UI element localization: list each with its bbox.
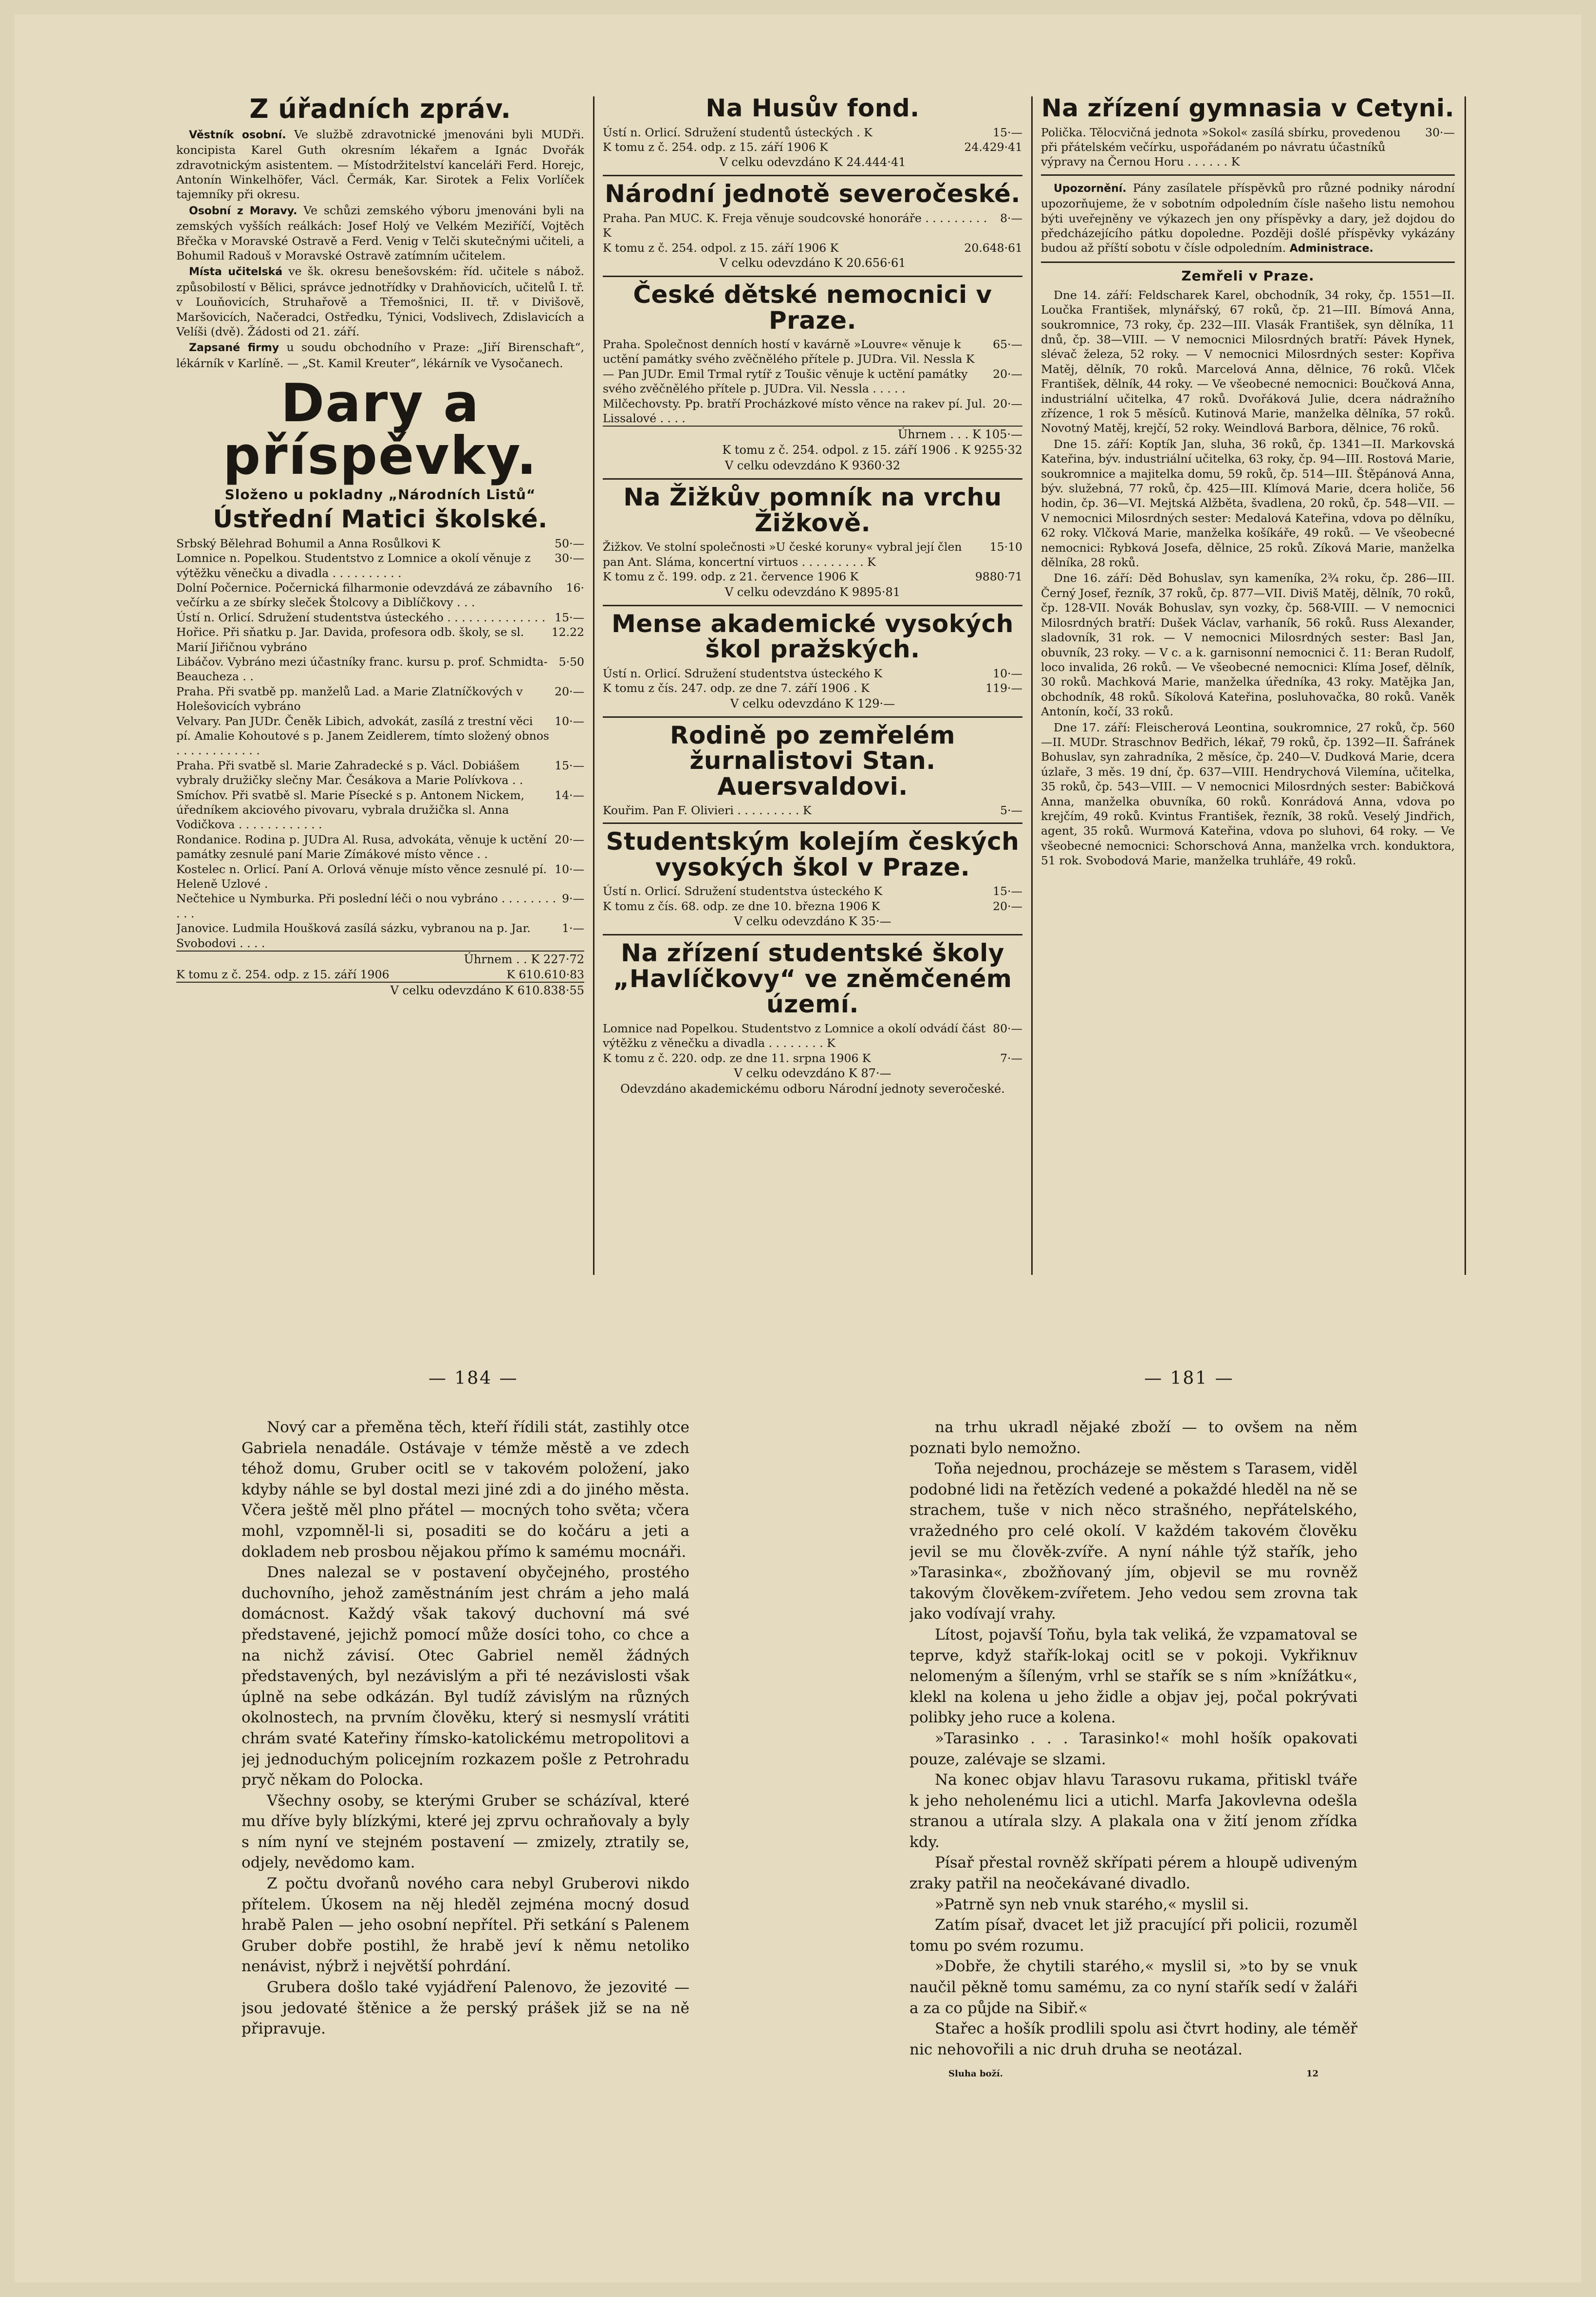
donation-text: K tomu z č. 254. odp. z 15. září 1906 K — [603, 140, 828, 154]
donation-list — [603, 666, 1022, 696]
donation-text: K tomu z čís. 68. odp. ze dne 10. března 1906 K — [603, 899, 880, 913]
donation-list — [603, 211, 1022, 255]
donation-amount: 30·— — [1425, 125, 1455, 139]
story-paragraph: Grubera došlo také vyjádření Palenovo, že jezovité — jsou jedovaté štěnice a že perský prášek již se na ně připravuje. — [241, 1979, 689, 2038]
grand-total: V celku odevzdáno K 610.838·55 — [176, 982, 584, 998]
donation-list — [603, 803, 1022, 818]
news-item — [176, 264, 584, 339]
section-subheading: Zemřeli v Praze. — [1181, 267, 1315, 284]
death-notice: Dne 17. září: Fleischerová Leontina, soukromnice, 27 roků, čp. 560—II. MUDr. Straschnov Bedřich, lékař, 79 roků, čp. 1392—II. Šafránek Bohuslav, syn zahradníka, 2 měsíce, čp. 240—V. Dudková Marie, dcera úzlaře, 3 měs. 19 dní, čp. 637—VIII. Hendrychová Vilemína, učitelka, 35 roků, čp. 543—VIII. — V nemocnici Milosrdných sester: Babičková Anna, manželka obuvníka, 60 roků. Konrádová Anna, vdova po krejčím, 49 roků. Kvintus František, řezník, 38 roků. Veselý Jindřich, agent, 35 roků. Wurmová Kateřina, vdova po sluhovi, 64 roky. — Ve všeobecné nemocnici: Schorschová Anna, manželka vrch. konduktora, 51 rok. Svobodová Marie, manželka truhláře, 49 roků. — [1041, 720, 1455, 868]
donation-row — [176, 832, 584, 862]
divider — [603, 175, 1022, 176]
donation-row — [603, 140, 1022, 154]
section-heading: Rodině po zemřelém žurnalistovi Stan. Auersvaldovi. — [669, 721, 956, 801]
donation-amount: 20·— — [993, 367, 1022, 381]
story-paragraph: Všechny osoby, se kterými Gruber se scházíval, které mu dříve byly blízkými, které jej zprvu ochraňovaly a byly s ním nyní ve stejném postavení — zmizely, ztratily se, odjely, nevědomo kam. — [241, 1792, 689, 1872]
carry-row: K tomu z č. 254. odpol. z 15. září 1906 . K 9255·32 — [722, 443, 1022, 457]
donation-amount: 15·— — [555, 758, 584, 772]
donation-text: Praha. Při svatbě sl. Marie Zahradecké s p. Václ. Dobiášem vybraly družičky slečny Mar. Česákova a Marie Polívkova . . — [176, 758, 523, 787]
story-paragraph: Stařec a hošík prodlili spolu asi čtvrt hodiny, ale téměř nic nehovořili a nic druh druha se neotázal. — [909, 2020, 1357, 2058]
story-paragraph: Toňa nejednou, procházeje se městem s Tarasem, viděl podobné lidi na řetězích vedené a pokaždé hleděl na ně se strachem, tuše v nich něco strašného, nepřátelského, vražedného pro celé okolí. V každém takovém člověku jevil se mu člověk-zvíře. A nyní náhle týž stařík, jeho »Tarasinka«, zbožňovaný jím, objevil se mu rovněž takovým člověkem-zvířetem. Jeho vedou sem zrovna tak jako vodívají vrahy. — [909, 1460, 1357, 1623]
story-paragraph: »Tarasinko . . . Tarasinko!« mohl hošík opakovati pouze, zalévaje se slzami. — [909, 1729, 1357, 1768]
death-notices — [1041, 288, 1455, 868]
donation-row — [176, 625, 584, 654]
donation-list — [176, 536, 584, 951]
donation-text: Velvary. Pan JUDr. Čeněk Libich, advokát, zasílá z trestní věci pí. Amalie Kohoutové s p. Janem Zeidlerem, tímto složený obnos . . . . . . . . . . . . — [176, 714, 549, 758]
news-lead: Osobní z Moravy. — [189, 205, 297, 217]
section-heading: Národní jednotě severočeské. — [605, 180, 1021, 208]
donation-row — [176, 610, 584, 625]
donation-list — [1041, 125, 1455, 169]
donation-row — [176, 536, 584, 551]
donation-row — [603, 681, 1022, 695]
news-lead: Místa učitelská — [189, 266, 283, 279]
divider — [603, 605, 1022, 606]
news-text: Ve službě zdravotnické jmenováni byli MUDři. koncipista Karel Guth okresním lékařem a Ignác Dvořák zdravotnickým asistentem. — Místodržitelství kanceláři Ferd. Horejc, Antonín Winkelhöfer, Václ. Čermák, Kar. Sirotek a Felix Vorlíček tajemníky při okresu. — [176, 127, 584, 202]
donation-row — [603, 803, 1022, 818]
donation-amount: 20·— — [555, 684, 584, 698]
donation-row — [603, 367, 1022, 396]
donation-row — [603, 337, 1022, 367]
divider — [1041, 261, 1455, 263]
donation-text: Rondanice. Rodina p. JUDra Al. Rusa, advokáta, věnuje k uctění památky zesnulé paní Marie Zímákové místo věnce . . — [176, 832, 547, 861]
column-1 — [176, 93, 584, 1271]
donation-text: Hořice. Při sňatku p. Jar. Davida, profesora odb. školy, se sl. Marií Jiřičnou vybráno — [176, 625, 524, 654]
donation-text: Libáčov. Vybráno mezi účastníky franc. kursu p. prof. Schmidta-Beaucheza . . — [176, 654, 548, 684]
donation-amount: 20·— — [993, 396, 1022, 411]
column-3 — [1041, 93, 1455, 1271]
news-lead: Zapsané firmy — [189, 342, 279, 355]
donation-row — [603, 241, 1022, 255]
donation-amount: 24.429·41 — [964, 140, 1022, 154]
official-news — [176, 127, 584, 371]
news-item — [176, 127, 584, 202]
donation-text: Ústí n. Orlicí. Sdružení studentstva ústeckého K — [603, 884, 883, 898]
donation-text: K tomu z č. 254. odpol. z 15. září 1906 K — [603, 241, 839, 255]
donation-text: Lomnice nad Popelkou. Studentstvo z Lomnice a okolí odvádí část výtěžku z věnečku a divadla . . . . . . . . K — [603, 1021, 986, 1050]
donation-amount: 15·— — [555, 610, 584, 624]
death-notice: Dne 16. září: Děd Bohuslav, syn kameníka, 2¾ roku, čp. 286—III. Černý Josef, řezník, 37 roků, čp. 877—VII. Diviš Matěj, dělník, 70 roků, čp. 128-VII. Novák Bohuslav, syn vozky, čp. 568-VIII. — V nemocnici Milosrdných bratří: Dušek Václav, varhaník, 56 roků. Russ Alexander, sladovník, 31 rok. — V nemocnici Milosrdných sester: Basl Jan, obuvník, 23 roky. — V c. a k. garnisonní nemocnici č. 11: Beran Rudolf, loco invalida, 26 roků. — Ve všeobecné nemocnici: Klíma Josef, dělník, 30 roků. Machková Marie, manželka úředníka, 43 roky. Matějka Jan, obchodník, 48 roků. Síkolová Kateřina, posluhovačka, 80 roků. Vaněk Antonín, kočí, 33 roků. — [1041, 571, 1455, 719]
donation-text: Srbský Bělehrad Bohumil a Anna Rosůlkovi K — [176, 536, 441, 550]
donation-row — [603, 666, 1022, 681]
donation-text: Praha. Společnost denních hostí v kavárně »Louvre« věnuje k uctění památky svého zvěčnělého přítele p. JUDra. Vil. Nessla K — [603, 337, 975, 366]
donation-row — [176, 921, 584, 951]
section-heading: Na zřízení gymnasia v Cetyni. — [1041, 94, 1455, 122]
section-heading: Na Husův fond. — [705, 94, 920, 122]
story-paragraph: Z počtu dvořanů nového cara nebyl Gruberovi nikdo přítelem. Úkosem na něj hleděl zejména mocný dosud hrabě Palen — jeho osobní nepřítel. Při setkání s Palenem Gruber dobře postihl, že hrabě jeví k němu netoliko nenávist, nýbrž i největší pohrdání. — [241, 1875, 689, 1976]
news-text: Ve schůzi zemského výboru jmenováni byli na zemských vyšších reálkách: Josef Holý ve Velkém Meziříčí, Vojtěch Břečka v Moravské Ostravě a Ferd. Venig v Telči skutečnými učiteli, a Bohumil Radouš v Moravské Ostravě zatímním učitelem. — [176, 203, 584, 262]
donation-row — [176, 580, 584, 610]
section-heading: Z úřadních zpráv. — [249, 93, 511, 124]
section-heading: Ústřední Matici školské. — [213, 505, 548, 534]
divider — [603, 822, 1022, 824]
total-row: V celku odevzdáno K 24.444·41 — [719, 155, 906, 169]
donation-list — [603, 1021, 1022, 1065]
donation-text: Ústí n. Orlicí. Sdružení studentstva ústeckého K — [603, 666, 883, 680]
donation-row — [603, 1051, 1022, 1065]
story-paragraph: Dnes nalezal se v postavení obyčejného, prostého duchovního, jehož zaměstnáním jest chrám a jeho malá domácnost. Každý však takový duchovní má své představené, jejichž pomocí může dosíci toho, co chce a na nichž závisí. Otec Gabriel neměl žádných představených, byl nezávislým a při té nezávislosti však úplně na sebe odkázán. Byl tudíž závislým na různých okolnostech, na prvním člověku, který si nesmyslí vrátiti chrám svaté Kateřiny římsko-katolickému metropolitovi a jej jednoduchým policejním rozkazem pošle z Petrohradu pryč někam do Polocka. — [241, 1564, 689, 1789]
donation-amount: 16· — [566, 580, 584, 595]
donation-row — [176, 714, 584, 758]
note: Odevzdáno akademickému odboru Národní jednoty severočeské. — [620, 1082, 1005, 1096]
section-heading: České dětské nemocnici v Praze. — [633, 280, 992, 335]
donation-text: Milčechovsty. Pp. bratří Procházkové místo věnce na rakev pí. Jul. Lissalové . . . . — [603, 396, 986, 426]
donation-amount: 15·10 — [989, 540, 1022, 554]
total-row: V celku odevzdáno K 9360·32 — [724, 459, 901, 473]
total-row: V celku odevzdáno K 35·— — [734, 915, 891, 929]
donation-text: K tomu z č. 199. odp. z 21. července 1906 K — [603, 570, 859, 584]
donation-row — [176, 654, 584, 684]
donation-amount: 7·— — [1000, 1051, 1022, 1065]
section-heading: Dary a příspěvky. — [223, 373, 538, 487]
donation-amount: 80·— — [993, 1021, 1022, 1035]
donation-row — [176, 862, 584, 892]
section-heading: Na zřízení studentské školy „Havlíčkovy“ ve zněmčeném území. — [613, 939, 1012, 1019]
donation-list — [603, 337, 1022, 426]
donation-amount: 9880·71 — [975, 570, 1022, 584]
donation-row — [603, 884, 1022, 898]
death-notice: Dne 15. září: Koptík Jan, sluha, 36 roků, čp. 1341—II. Markovská Kateřina, býv. industriální učitelka, 63 roky, čp. 94—III. Rostová Marie, soukromnice a majitelka domu, 59 roků, čp. 514—III. Štěpánová Anna, býv. služebná, 77 roků, čp. 425—III. Klímová Marie, dcera holiče, 56 hodin, čp. 36—VI. Mejtská Alžběta, švadlena, 20 roků, čp. 548—VII. — V nemocnici Milosrdných sester: Medalová Kateřina, vdova po dělníku, 62 roky. Vlčková Marie, manželka košíkáře, 49 roků. — Ve všeobecné nemocnici: Rybková Josefa, dělnice, 25 roků. Zíková Marie, manželka dělníka, 28 roků. — [1041, 437, 1455, 570]
donation-row — [176, 788, 584, 832]
donation-row — [603, 899, 1022, 914]
story-paragraph: Nový car a přeměna těch, kteří řídili stát, zastihly otce Gabriela nenadále. Ostávaje v témže městě a ve zdech téhož domu, Gruber ocitl se v takovém položení, jako kdyby náhle se byl dostal mezi jiné zdi a do jiného města. Včera ještě měl plno přátel — mocných toho světa; včera mohl, vzpomněl-li si, posaditi se do kočáru a jeti a dokladem neb prosbou nějakou přímo k samému mocnáři. — [241, 1419, 689, 1561]
newspaper-page — [15, 15, 1581, 2282]
donation-row — [176, 551, 584, 580]
sum-row: Úhrnem . . K 227·72 — [176, 951, 584, 967]
page-number: — 184 — — [428, 1368, 519, 1388]
donation-text: Kostelec n. Orlicí. Paní A. Orlová věnuje místo věnce zesnulé pí. Heleně Uzlové . — [176, 862, 547, 891]
donation-amount: 8·— — [1000, 211, 1022, 225]
donation-row — [1041, 125, 1455, 169]
donation-text: — Pan JUDr. Emil Trmal rytíř z Toušic věnuje k uctění památky svého zvěčnělého přítele p. JUDra. Vil. Nessla . . . . . — [603, 367, 968, 396]
donation-amount: 30·— — [555, 551, 584, 565]
donation-text: Žižkov. Ve stolní společnosti »U české koruny« vybral její člen pan Ant. Sláma, koncertní virtuos . . . . . . . . . K — [603, 540, 962, 569]
column-rule — [593, 96, 594, 1275]
donation-row — [603, 569, 1022, 584]
divider — [603, 478, 1022, 480]
story-paragraph: »Patrně syn neb vnuk starého,« myslil si. — [935, 1895, 1249, 1913]
news-item — [176, 340, 584, 371]
donation-text: K tomu z čís. 247. odp. ze dne 7. září 1906 . K — [603, 681, 870, 695]
donation-amount: 12.22 — [551, 625, 584, 639]
donation-amount: 65·— — [993, 337, 1022, 352]
notice: Upozornění. Pány zasílatele příspěvků pro různé podniky národní upozorňujeme, že v sobotním odpoledním čísle našeho listu nemohou býti uveřejněny ve výkazech jen ony příspěvky a dary, jež dojdou do předcházejícího pátku dopoledne. Později došlé příspěvky vykázány budou až příští sobotu v čísle odpoledním. Administrace. — [1041, 181, 1455, 255]
donation-amount: 15·— — [993, 125, 1022, 139]
story-paragraph: Písař přestal rovněž skřípati pérem a hloupě udiveným zraky patřil na neočekávané divadlo. — [909, 1854, 1357, 1893]
story-paragraph: Na konec objav hlavu Tarasovu rukama, přitiskl tváře k jeho neholenému lici a utichl. Marfa Jakovlevna odešla stranou a utírala slzy. A plakala ona v žití jenom zřídka kdy. — [909, 1771, 1357, 1851]
donation-amount: 20·— — [993, 899, 1022, 913]
donation-amount: 9·— — [562, 892, 584, 906]
divider — [1041, 174, 1455, 176]
total-row: V celku odevzdáno K 87·— — [734, 1066, 891, 1080]
donation-row — [603, 211, 1022, 241]
divider — [603, 276, 1022, 277]
donation-row — [176, 891, 584, 921]
donation-text: K tomu z č. 220. odp. ze dne 11. srpna 1906 K — [603, 1051, 871, 1065]
news-lead: Věstník osobní. — [189, 129, 286, 141]
donation-row — [603, 125, 1022, 140]
donation-amount: 10·— — [555, 862, 584, 876]
section-heading: Mense akademické vysokých škol pražských. — [612, 609, 1014, 664]
total-row: V celku odevzdáno K 20.656·61 — [719, 256, 906, 270]
donation-text: Nečtehice u Nymburka. Při poslední léči o nou vybráno . . . . . . . . . . . — [176, 892, 557, 920]
donation-text: Praha. Při svatbě pp. manželů Lad. a Marie Zlatníčkových v Holešovicích vybráno — [176, 684, 523, 713]
section-heading: Studentským kolejím českých vysokých škol v Praze. — [606, 827, 1020, 881]
death-notice: Dne 14. září: Feldscharek Karel, obchodník, 34 roky, čp. 1551—II. Loučka František, mlynářský, 67 roků, čp. 21—III. Bímová Anna, soukromnice, 73 roky, čp. 232—III. Vlasák František, syn dělníka, 11 dnů, čp. 38—VIII. — V nemocnici Milosrdných bratří: Pávek Hynek, slévač železa, 52 roky. — V nemocnici Milosrdných sester: Kopřiva Matěj, dělník, 70 roků. Marcelová Anna, dělnice, 76 roků. Vlček František, dělník, 44 roky. — Ve všeobecné nemocnici: Boučková Anna, industriální učitelka, 47 roků. Dvořáková Julie, dcera nádražního zřízence, 1 rok 5 měsíců. Kutinová Marie, manželka dělníka, 57 roků. Novotný Matěj, krejčí, 52 roky. Weindlová Barbora, dělnice, 76 roků. — [1041, 288, 1455, 435]
news-item — [176, 203, 584, 263]
column-rule — [1031, 96, 1033, 1275]
news-text: ve šk. okresu benešovském: říd. učitele s nábož. způsobilostí v Bělici, správce jednotřídky v Drahňovicích, učitelů I. tř. v Louňovicích, Struhařově a Třemošnici, II. tř. v Divišově, Maršovicích, Načeradci, Ostředku, Týnici, Vodslivech, Zdislavicích a Velíši (dvě). Žádosti od 21. září. — [176, 264, 584, 338]
page-number: — 181 — — [1144, 1368, 1234, 1388]
donation-amount: 1·— — [562, 921, 584, 935]
news-text: u soudu obchodního v Praze: „Jiří Birenschaft“, lékárník v Karlíně. — „St. Kamil Kreuter“, lékárník ve Vysočanech. — [176, 340, 584, 370]
donation-text: Smíchov. Při svatbě sl. Marie Písecké s p. Antonem Nickem, úředníkem akciového pivovaru, vybrala družička sl. Anna Vodičkova . . . . . . . . . . . . — [176, 788, 524, 832]
donation-text: Ústí n. Orlicí. Sdružení studentů ústeckých . K — [603, 125, 872, 139]
column-rule — [1465, 96, 1466, 1275]
donation-text: Janovice. Ludmila Houšková zasílá sázku, vybranou na p. Jar. Svobodovi . . . . — [176, 921, 531, 950]
donation-text: Lomnice n. Popelkou. Studentstvo z Lomnice a okolí věnuje z výtěžku věnečku a divadla . . . . . . . . . . — [176, 551, 531, 580]
story-paragraph: Lítost, pojavší Toňu, byla tak veliká, že vzpamatoval se teprve, když stařík-lokaj ocitl se v pokoji. Vykřiknuv nelomeným a šíleným, vrhl se stařík se s ním »knížátku«, klekl na kolena u jeho židle a objav jej, počal pokrývati polibky jeho ruce a kolena. — [909, 1625, 1357, 1727]
donation-text: Polička. Tělocvičná jednota »Sokol« zasílá sbírku, provedenou při přátelském večírku, uspořádaném po návratu účastníků výpravy na Černou Horu . . . . . . K — [1041, 125, 1401, 169]
divider — [603, 716, 1022, 718]
donation-text: Ústí n. Orlicí. Sdružení studentstva ústeckého . . . . . . . . . . . . . . — [176, 610, 546, 624]
column-2 — [603, 93, 1022, 1271]
total-row: V celku odevzdáno K 9895·81 — [724, 585, 901, 599]
story-paragraph: »Dobře, že chytili starého,« myslil si, »to by se vnuk naučil pěkně tomu samému, za co nyní stařík sedí v žaláři a za co půjde na Sibiř.« — [909, 1958, 1357, 2017]
story-footer: Sluha boží. 12 — [948, 2069, 1318, 2079]
carry-row: K tomu z č. 254. odp. z 15. září 1906 K 610.610·83 — [176, 968, 584, 982]
section-subheading: Složeno u pokladny „Národních Listů“ — [224, 486, 536, 503]
donation-amount: 119·— — [985, 681, 1022, 695]
donation-amount: 15·— — [993, 884, 1022, 898]
serial-story-right — [909, 1417, 1357, 2274]
divider — [603, 934, 1022, 935]
donation-row — [176, 684, 584, 714]
donation-text: Praha. Pan MUC. K. Freja věnuje soudcovské honoráře . . . . . . . . . K — [603, 211, 987, 240]
sum-row: Úhrnem . . . K 105·— — [603, 426, 1022, 442]
donation-amount: 20.648·61 — [964, 241, 1022, 255]
donation-text: Kouřim. Pan F. Olivieri . . . . . . . . . K — [603, 803, 812, 817]
donation-row — [176, 758, 584, 788]
serial-story-left — [241, 1417, 689, 2274]
donation-amount: 5·50 — [558, 654, 584, 669]
donation-amount: 5·— — [1000, 803, 1022, 817]
donation-list — [603, 540, 1022, 584]
donation-row — [603, 396, 1022, 426]
story-paragraph: Zatím písař, dvacet let již pracující při policii, rozuměl tomu po svém rozumu. — [909, 1916, 1357, 1955]
total-row: V celku odevzdáno K 129·— — [730, 696, 895, 710]
donation-list — [603, 125, 1022, 155]
donation-row — [603, 540, 1022, 569]
donation-text: Dolní Počernice. Počernická filharmonie odevzdává ze zábavního večírku a ze sbírky sleček Štolcovy a Diblíčkovy . . . — [176, 580, 553, 610]
donation-row — [603, 1021, 1022, 1051]
donation-amount: 10·— — [555, 714, 584, 728]
donation-amount: 20·— — [555, 832, 584, 846]
donation-amount: 10·— — [993, 666, 1022, 680]
donation-amount: 14·— — [555, 788, 584, 802]
donation-amount: 50·— — [555, 536, 584, 550]
story-paragraph: na trhu ukradl nějaké zboží — to ovšem na něm poznati bylo nemožno. — [909, 1419, 1357, 1457]
section-heading: Na Žižkův pomník na vrchu Žižkově. — [623, 483, 1002, 537]
donation-list — [603, 884, 1022, 914]
